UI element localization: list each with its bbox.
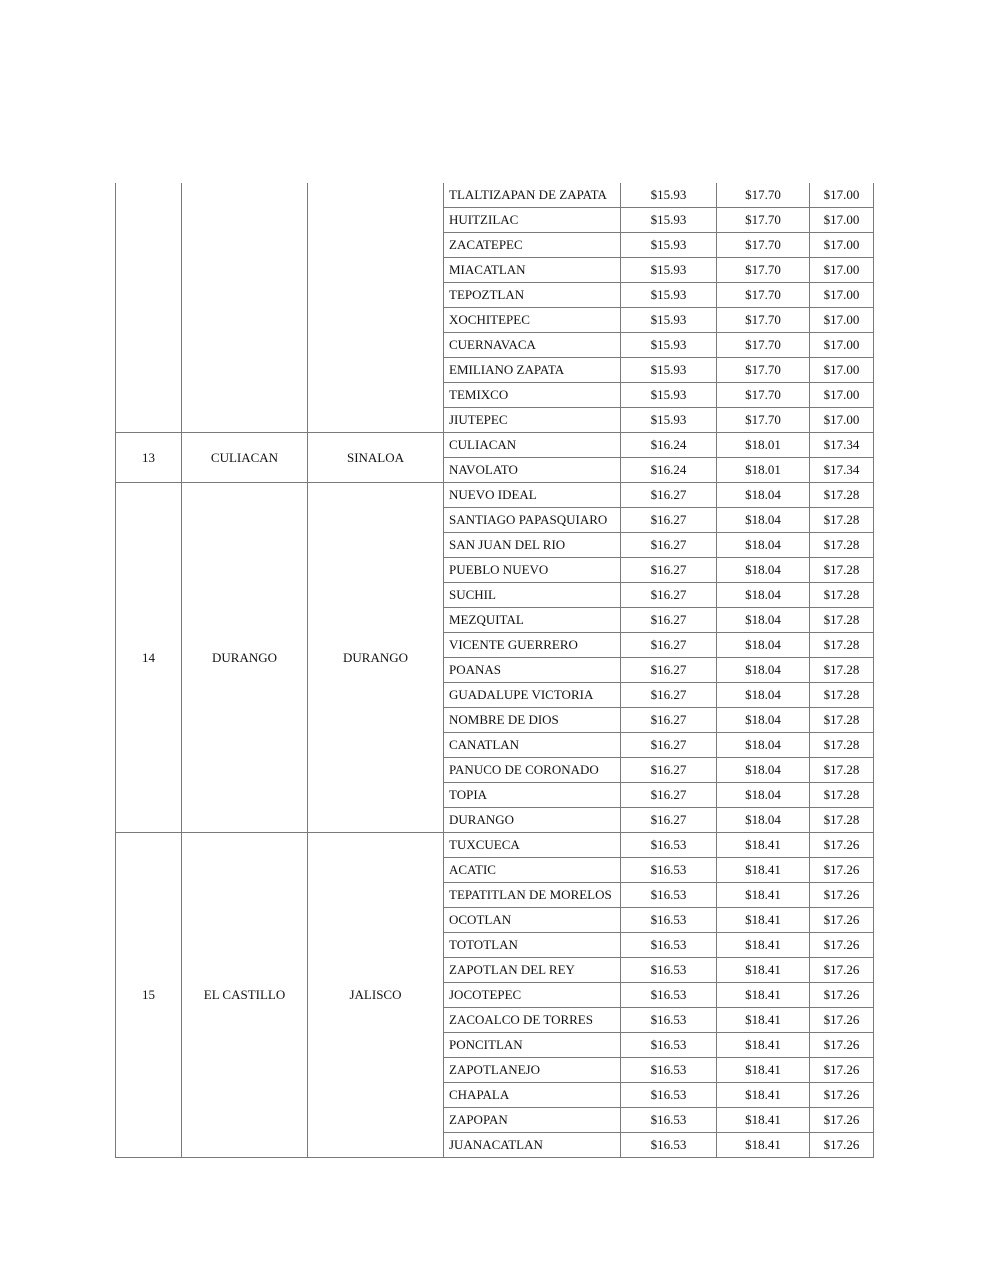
price-cell-2: $18.04 xyxy=(717,533,810,558)
municipality-cell: MIACATLAN xyxy=(444,258,621,283)
price-cell-3: $17.00 xyxy=(810,383,874,408)
price-cell-3: $17.00 xyxy=(810,358,874,383)
municipality-cell: TEPOZTLAN xyxy=(444,283,621,308)
price-cell-1: $15.93 xyxy=(621,183,717,208)
municipality-cell: EMILIANO ZAPATA xyxy=(444,358,621,383)
price-cell-1: $16.27 xyxy=(621,658,717,683)
price-cell-3: $17.00 xyxy=(810,233,874,258)
price-cell-3: $17.26 xyxy=(810,1058,874,1083)
price-cell-3: $17.28 xyxy=(810,633,874,658)
zone-state-cell xyxy=(308,183,444,433)
table-row xyxy=(116,833,874,858)
municipality-cell: POANAS xyxy=(444,658,621,683)
price-cell-1: $15.93 xyxy=(621,333,717,358)
price-cell-2: $18.41 xyxy=(717,908,810,933)
municipality-cell: PANUCO DE CORONADO xyxy=(444,758,621,783)
price-cell-3: $17.26 xyxy=(810,1083,874,1108)
price-cell-1: $16.53 xyxy=(621,1058,717,1083)
price-cell-1: $16.53 xyxy=(621,958,717,983)
zone-number-cell: 14 xyxy=(116,483,182,833)
table-row xyxy=(116,483,874,508)
municipality-cell: XOCHITEPEC xyxy=(444,308,621,333)
price-cell-2: $17.70 xyxy=(717,283,810,308)
municipality-cell: NAVOLATO xyxy=(444,458,621,483)
price-cell-2: $18.04 xyxy=(717,733,810,758)
zone-number-cell: 15 xyxy=(116,833,182,1158)
price-cell-3: $17.28 xyxy=(810,583,874,608)
municipality-cell: VICENTE GUERRERO xyxy=(444,633,621,658)
municipality-cell: TOPIA xyxy=(444,783,621,808)
price-cell-1: $16.27 xyxy=(621,608,717,633)
zone-number-cell: 13 xyxy=(116,433,182,483)
municipality-cell: ZACATEPEC xyxy=(444,233,621,258)
price-cell-1: $16.53 xyxy=(621,983,717,1008)
zone-city-cell: EL CASTILLO xyxy=(182,833,308,1158)
municipality-cell: MEZQUITAL xyxy=(444,608,621,633)
price-cell-2: $18.41 xyxy=(717,958,810,983)
price-cell-2: $18.04 xyxy=(717,558,810,583)
price-cell-3: $17.26 xyxy=(810,883,874,908)
price-cell-2: $18.04 xyxy=(717,783,810,808)
price-cell-3: $17.26 xyxy=(810,983,874,1008)
price-cell-2: $18.41 xyxy=(717,1083,810,1108)
price-cell-3: $17.00 xyxy=(810,333,874,358)
zone-state-cell: SINALOA xyxy=(308,433,444,483)
price-cell-3: $17.28 xyxy=(810,483,874,508)
zone-number-cell xyxy=(116,183,182,433)
price-cell-1: $16.27 xyxy=(621,683,717,708)
municipality-cell: TEMIXCO xyxy=(444,383,621,408)
price-cell-1: $16.27 xyxy=(621,733,717,758)
price-cell-2: $18.41 xyxy=(717,883,810,908)
price-cell-3: $17.28 xyxy=(810,508,874,533)
price-cell-1: $16.27 xyxy=(621,533,717,558)
price-cell-1: $16.27 xyxy=(621,483,717,508)
price-cell-2: $17.70 xyxy=(717,308,810,333)
price-cell-3: $17.26 xyxy=(810,833,874,858)
price-cell-3: $17.28 xyxy=(810,608,874,633)
price-cell-2: $18.01 xyxy=(717,433,810,458)
price-cell-1: $16.53 xyxy=(621,1083,717,1108)
price-cell-2: $17.70 xyxy=(717,333,810,358)
price-cell-3: $17.28 xyxy=(810,758,874,783)
price-cell-3: $17.28 xyxy=(810,658,874,683)
price-cell-1: $16.53 xyxy=(621,833,717,858)
price-cell-1: $16.27 xyxy=(621,583,717,608)
price-cell-1: $15.93 xyxy=(621,308,717,333)
price-cell-3: $17.00 xyxy=(810,283,874,308)
price-cell-2: $17.70 xyxy=(717,358,810,383)
price-cell-1: $16.53 xyxy=(621,908,717,933)
municipality-cell: SUCHIL xyxy=(444,583,621,608)
price-cell-3: $17.00 xyxy=(810,408,874,433)
price-cell-3: $17.00 xyxy=(810,308,874,333)
price-cell-2: $18.41 xyxy=(717,1133,810,1158)
price-cell-1: $16.53 xyxy=(621,1133,717,1158)
municipality-cell: HUITZILAC xyxy=(444,208,621,233)
municipality-cell: GUADALUPE VICTORIA xyxy=(444,683,621,708)
municipality-cell: CUERNAVACA xyxy=(444,333,621,358)
price-cell-1: $16.53 xyxy=(621,1008,717,1033)
price-cell-3: $17.28 xyxy=(810,533,874,558)
municipality-cell: TEPATITLAN DE MORELOS xyxy=(444,883,621,908)
price-cell-1: $15.93 xyxy=(621,233,717,258)
price-cell-1: $15.93 xyxy=(621,258,717,283)
price-cell-1: $15.93 xyxy=(621,208,717,233)
price-cell-2: $18.04 xyxy=(717,708,810,733)
municipality-cell: ZAPOTLANEJO xyxy=(444,1058,621,1083)
price-cell-1: $16.53 xyxy=(621,1033,717,1058)
price-cell-1: $15.93 xyxy=(621,408,717,433)
price-cell-1: $16.24 xyxy=(621,458,717,483)
price-cell-2: $18.04 xyxy=(717,583,810,608)
price-cell-2: $18.41 xyxy=(717,858,810,883)
price-cell-3: $17.26 xyxy=(810,958,874,983)
price-cell-2: $18.04 xyxy=(717,808,810,833)
price-cell-1: $16.27 xyxy=(621,558,717,583)
price-cell-3: $17.28 xyxy=(810,558,874,583)
municipality-cell: TOTOTLAN xyxy=(444,933,621,958)
municipality-cell: ZAPOPAN xyxy=(444,1108,621,1133)
municipality-cell: JOCOTEPEC xyxy=(444,983,621,1008)
price-cell-3: $17.26 xyxy=(810,1008,874,1033)
price-cell-3: $17.26 xyxy=(810,1108,874,1133)
municipality-cell: JIUTEPEC xyxy=(444,408,621,433)
price-cell-2: $18.04 xyxy=(717,608,810,633)
price-cell-3: $17.28 xyxy=(810,808,874,833)
municipality-cell: ZAPOTLAN DEL REY xyxy=(444,958,621,983)
price-cell-1: $16.53 xyxy=(621,1108,717,1133)
price-cell-3: $17.28 xyxy=(810,708,874,733)
municipality-cell: SAN JUAN DEL RIO xyxy=(444,533,621,558)
zone-city-cell: DURANGO xyxy=(182,483,308,833)
price-cell-3: $17.00 xyxy=(810,208,874,233)
municipality-cell: JUANACATLAN xyxy=(444,1133,621,1158)
price-cell-3: $17.26 xyxy=(810,1033,874,1058)
price-cell-1: $16.53 xyxy=(621,933,717,958)
zone-city-cell xyxy=(182,183,308,433)
price-cell-3: $17.26 xyxy=(810,933,874,958)
municipality-cell: SANTIAGO PAPASQUIARO xyxy=(444,508,621,533)
price-cell-2: $17.70 xyxy=(717,258,810,283)
price-cell-2: $18.41 xyxy=(717,983,810,1008)
price-cell-2: $17.70 xyxy=(717,208,810,233)
municipality-cell: ACATIC xyxy=(444,858,621,883)
municipality-cell: CANATLAN xyxy=(444,733,621,758)
price-cell-2: $18.04 xyxy=(717,683,810,708)
price-cell-1: $16.27 xyxy=(621,758,717,783)
price-cell-3: $17.26 xyxy=(810,1133,874,1158)
price-cell-2: $18.41 xyxy=(717,1108,810,1133)
zone-state-cell: DURANGO xyxy=(308,483,444,833)
price-cell-1: $15.93 xyxy=(621,283,717,308)
price-cell-3: $17.28 xyxy=(810,733,874,758)
municipality-cell: PUEBLO NUEVO xyxy=(444,558,621,583)
price-cell-3: $17.28 xyxy=(810,683,874,708)
price-cell-1: $15.93 xyxy=(621,383,717,408)
table-row xyxy=(116,183,874,208)
price-cell-2: $18.41 xyxy=(717,1008,810,1033)
price-cell-2: $18.41 xyxy=(717,1033,810,1058)
municipality-cell: CHAPALA xyxy=(444,1083,621,1108)
price-table xyxy=(115,183,874,1158)
price-cell-3: $17.34 xyxy=(810,458,874,483)
zone-state-cell: JALISCO xyxy=(308,833,444,1158)
price-cell-2: $18.04 xyxy=(717,508,810,533)
price-cell-1: $15.93 xyxy=(621,358,717,383)
municipality-cell: TLALTIZAPAN DE ZAPATA xyxy=(444,183,621,208)
price-cell-1: $16.24 xyxy=(621,433,717,458)
municipality-cell: OCOTLAN xyxy=(444,908,621,933)
price-cell-2: $17.70 xyxy=(717,408,810,433)
price-cell-2: $18.01 xyxy=(717,458,810,483)
price-cell-2: $18.41 xyxy=(717,833,810,858)
zone-city-cell: CULIACAN xyxy=(182,433,308,483)
price-cell-3: $17.28 xyxy=(810,783,874,808)
price-cell-2: $17.70 xyxy=(717,383,810,408)
price-cell-1: $16.53 xyxy=(621,883,717,908)
price-cell-3: $17.34 xyxy=(810,433,874,458)
municipality-cell: ZACOALCO DE TORRES xyxy=(444,1008,621,1033)
price-cell-2: $18.41 xyxy=(717,933,810,958)
municipality-cell: NUEVO IDEAL xyxy=(444,483,621,508)
price-cell-3: $17.00 xyxy=(810,258,874,283)
municipality-cell: PONCITLAN xyxy=(444,1033,621,1058)
municipality-cell: CULIACAN xyxy=(444,433,621,458)
price-cell-2: $18.04 xyxy=(717,658,810,683)
municipality-cell: DURANGO xyxy=(444,808,621,833)
price-cell-2: $18.41 xyxy=(717,1058,810,1083)
price-cell-1: $16.27 xyxy=(621,633,717,658)
price-cell-1: $16.27 xyxy=(621,708,717,733)
price-cell-2: $18.04 xyxy=(717,758,810,783)
price-cell-2: $18.04 xyxy=(717,483,810,508)
price-cell-1: $16.27 xyxy=(621,808,717,833)
price-cell-3: $17.26 xyxy=(810,858,874,883)
price-table-body xyxy=(116,183,874,1158)
municipality-cell: NOMBRE DE DIOS xyxy=(444,708,621,733)
price-cell-1: $16.27 xyxy=(621,508,717,533)
price-cell-2: $18.04 xyxy=(717,633,810,658)
price-cell-2: $17.70 xyxy=(717,233,810,258)
price-cell-2: $17.70 xyxy=(717,183,810,208)
price-cell-3: $17.00 xyxy=(810,183,874,208)
price-cell-3: $17.26 xyxy=(810,908,874,933)
municipality-cell: TUXCUECA xyxy=(444,833,621,858)
price-cell-1: $16.27 xyxy=(621,783,717,808)
price-cell-1: $16.53 xyxy=(621,858,717,883)
table-row xyxy=(116,433,874,458)
